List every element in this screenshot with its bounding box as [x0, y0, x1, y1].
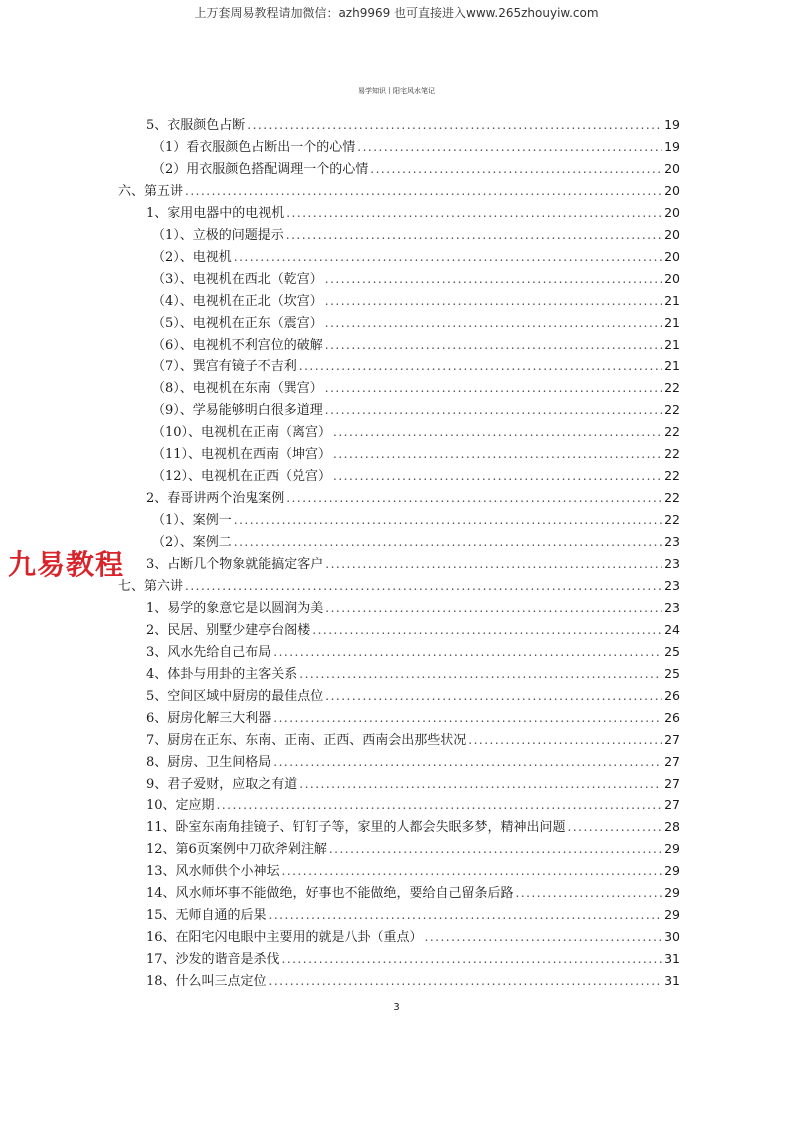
toc-entry — [146, 707, 680, 727]
toc-entry — [152, 334, 680, 354]
toc-entry-page: 20 — [664, 226, 680, 242]
toc-leader-dots — [299, 777, 662, 791]
toc-leader-dots — [273, 711, 662, 725]
toc-entry-title: 14、风水师坏事不能做绝，好事也不能做绝，要给自己留条后路 — [146, 886, 514, 902]
toc-entry-title: 8、厨房、卫生间格局 — [146, 754, 272, 770]
toc-entry-page: 26 — [664, 687, 680, 703]
toc-entry — [152, 246, 680, 266]
toc-entry-page: 25 — [664, 643, 680, 659]
toc-leader-dots — [325, 689, 662, 703]
toc-entry-page: 21 — [664, 314, 680, 330]
toc-entry-title: 5、空间区域中厨房的最佳点位 — [146, 688, 324, 704]
toc-entry-title: （10）、电视机在正南（离宫） — [152, 425, 332, 441]
toc-leader-dots — [333, 425, 662, 439]
toc-entry-title: 10、定应期 — [146, 798, 215, 814]
toc-entry — [146, 202, 680, 222]
toc-entry-page: 20 — [664, 160, 680, 176]
toc-entry-title: （6）、电视机不利宫位的破解 — [152, 337, 323, 353]
toc-entry — [146, 553, 680, 573]
toc-entry — [146, 663, 680, 683]
toc-entry-page: 22 — [664, 402, 680, 418]
toc-leader-dots — [516, 886, 663, 900]
toc-entry-page: 29 — [664, 907, 680, 923]
toc-entry-title: （1）、立极的问题提示 — [152, 227, 284, 243]
toc-entry-page: 22 — [664, 512, 680, 528]
toc-entry-title: 16、在阳宅闪电眼中主要用的就是八卦（重点） — [146, 930, 423, 946]
toc-entry-title: 2、春哥讲两个治鬼案例 — [146, 491, 285, 507]
toc-entry-title: 4、体卦与用卦的主客关系 — [146, 666, 298, 682]
toc-leader-dots — [568, 820, 663, 834]
toc-entry-page: 23 — [664, 556, 680, 571]
toc-entry — [146, 838, 680, 858]
toc-entry-title: 2、民居、别墅少建亭台阁楼 — [146, 622, 311, 638]
toc-entry — [146, 860, 680, 880]
toc-entry-title: 6、厨房化解三大利器 — [146, 710, 272, 726]
toc-entry-title: 18、什么叫三点定位 — [146, 974, 267, 990]
page-number: 3 — [393, 1002, 400, 1013]
toc-entry — [146, 948, 680, 968]
toc-leader-dots — [312, 623, 662, 637]
toc-leader-dots — [329, 842, 662, 856]
toc-entry-page: 24 — [664, 621, 680, 637]
toc-entry-title: （3）、电视机在西北（乾宫） — [152, 271, 323, 287]
toc-entry — [146, 641, 680, 661]
toc-entry — [152, 355, 680, 375]
toc-leader-dots — [286, 206, 662, 220]
toc-leader-dots — [282, 952, 663, 966]
toc-entry-title: 12、第6页案例中刀砍斧剁注解 — [146, 842, 327, 858]
toc-entry-page: 23 — [664, 577, 680, 593]
toc-entry-title: 1、家用电器中的电视机 — [146, 205, 285, 221]
toc-entry-page: 27 — [664, 753, 680, 769]
toc-entry — [152, 421, 680, 441]
toc-entry-title: （2）、案例二 — [152, 535, 232, 551]
toc-entry-page: 21 — [664, 358, 680, 374]
toc-entry — [152, 224, 680, 244]
toc-leader-dots — [269, 908, 663, 922]
toc-entry-page: 21 — [664, 336, 680, 352]
toc-entry — [146, 114, 680, 134]
toc-entry — [152, 158, 680, 178]
toc-entry-page: 29 — [664, 885, 680, 901]
toc-entry-title: （1）、案例一 — [152, 513, 232, 529]
toc-entry — [146, 816, 680, 836]
toc-entry-page: 27 — [664, 775, 680, 791]
toc-entry-title: 11、卧室东南角挂镜子、钉钉子等，家里的人都会失眠多梦，精神出问题 — [146, 820, 566, 836]
toc-entry-page: 31 — [664, 951, 680, 967]
toc-leader-dots — [325, 557, 662, 571]
toc-entry-title: 1、易学的象意它是以圆润为美 — [146, 600, 324, 616]
toc-entry — [152, 443, 680, 463]
toc-entry-page: 20 — [664, 182, 680, 198]
toc-entry-page: 19 — [664, 117, 680, 132]
toc-entry — [146, 773, 680, 793]
toc-leader-dots — [269, 974, 663, 988]
toc-entry-page: 21 — [664, 292, 680, 308]
toc-leader-dots — [325, 316, 662, 330]
toc-entry-page: 20 — [664, 204, 680, 220]
toc-leader-dots — [468, 733, 662, 747]
toc-entry-title: 15、无师自通的后果 — [146, 908, 267, 924]
toc-entry-page: 23 — [664, 534, 680, 550]
toc-entry-title: 5、衣服颜色占断 — [146, 118, 246, 133]
toc-entry — [146, 794, 680, 814]
toc-entry — [146, 487, 680, 507]
toc-entry — [118, 180, 680, 200]
running-header: 易学知识丨阳宅风水笔记 — [358, 87, 435, 95]
toc-entry-title: 七、第六讲 — [118, 578, 184, 594]
toc-leader-dots — [234, 535, 662, 549]
toc-entry-page: 27 — [664, 797, 680, 813]
toc-entry-title: （9）、学易能够明白很多道理 — [152, 403, 323, 419]
toc-entry — [146, 882, 680, 902]
toc-entry-title: 7、厨房在正东、东南、正南、正西、西南会出那些状况 — [146, 732, 467, 748]
toc-leader-dots — [286, 228, 662, 242]
toc-entry-page: 19 — [664, 138, 680, 154]
toc-entry-page: 25 — [664, 665, 680, 681]
toc-entry — [152, 312, 680, 332]
toc-entry-page: 28 — [664, 819, 680, 835]
toc-entry-page: 29 — [664, 863, 680, 879]
toc-leader-dots — [282, 864, 663, 878]
toc-entry — [146, 597, 680, 617]
watermark-logo: 九易教程 — [8, 548, 125, 581]
toc-leader-dots — [217, 798, 663, 812]
toc-leader-dots — [370, 162, 662, 176]
toc-entry — [152, 399, 680, 419]
toc-entry — [152, 509, 680, 529]
toc-leader-dots — [425, 930, 663, 944]
toc-leader-dots — [286, 491, 662, 505]
toc-entry — [152, 136, 680, 156]
toc-entry-title: 3、风水先给自己布局 — [146, 644, 272, 660]
toc-entry-title: （5）、电视机在正东（震宫） — [152, 315, 323, 331]
toc-leader-dots — [333, 447, 662, 461]
toc-entry-title: 17、沙发的谐音是杀伐 — [146, 952, 280, 968]
toc-leader-dots — [325, 338, 662, 352]
toc-entry-page: 22 — [664, 490, 680, 506]
toc-entry-page: 30 — [664, 929, 680, 945]
toc-entry-page: 23 — [664, 599, 680, 615]
toc-leader-dots — [273, 645, 662, 659]
toc-entry — [152, 531, 680, 551]
toc-entry-title: 六、第五讲 — [118, 183, 184, 199]
toc-entry-title: （1）看衣服颜色占断出一个的心情 — [152, 139, 356, 155]
toc-entry-title: （12）、电视机在正西（兑宫） — [152, 469, 332, 485]
toc-entry-page: 29 — [664, 841, 680, 857]
toc-entry — [118, 575, 680, 595]
toc-leader-dots — [333, 469, 662, 483]
toc-leader-dots — [234, 513, 662, 527]
toc-entry-title: （8）、电视机在东南（巽宫） — [152, 381, 323, 397]
toc-leader-dots — [325, 601, 662, 615]
top-banner: 上万套周易教程请加微信：azh9969 也可直接进入www.265zhouyiw.com — [194, 6, 599, 20]
toc-entry-page: 22 — [664, 468, 680, 484]
toc-leader-dots — [185, 184, 662, 198]
toc-entry — [152, 290, 680, 310]
toc-entry-page: 20 — [664, 270, 680, 286]
toc-leader-dots — [247, 118, 662, 132]
toc-entry-title: （7）、巽宫有镜子不吉利 — [152, 359, 297, 375]
toc-entry-title: （2）、电视机 — [152, 249, 232, 265]
toc-entry-page: 22 — [664, 380, 680, 396]
toc-entry-title: （4）、电视机在正北（坎宫） — [152, 293, 323, 309]
toc-leader-dots — [325, 272, 662, 286]
toc-entry — [146, 904, 680, 924]
toc-leader-dots — [299, 359, 662, 373]
toc-leader-dots — [325, 294, 662, 308]
toc-entry — [146, 926, 680, 946]
toc-entry — [146, 751, 680, 771]
toc-leader-dots — [325, 403, 662, 417]
toc-leader-dots — [234, 250, 662, 264]
toc-leader-dots — [325, 381, 662, 395]
toc-entry-title: （2）用衣服颜色搭配调理一个的心情 — [152, 161, 369, 177]
toc-leader-dots — [273, 755, 662, 769]
toc-leader-dots — [299, 667, 662, 681]
toc-entry — [146, 685, 680, 705]
toc-leader-dots — [185, 579, 662, 593]
toc-entry — [146, 970, 680, 990]
toc-entry-page: 20 — [664, 248, 680, 264]
toc-entry-page: 22 — [664, 424, 680, 440]
toc-entry-title: 9、君子爱财，应取之有道 — [146, 776, 298, 792]
toc-entry-title: 3、占断几个物象就能搞定客户 — [146, 557, 324, 572]
toc-entry-page: 31 — [664, 973, 680, 989]
toc-entry — [152, 465, 680, 485]
toc-leader-dots — [357, 140, 662, 154]
toc-entry-page: 27 — [664, 731, 680, 747]
toc-entry-title: 13、风水师供个小神坛 — [146, 864, 280, 880]
toc-entry — [152, 377, 680, 397]
toc-entry — [146, 619, 680, 639]
toc-entry — [146, 729, 680, 749]
toc-entry-page: 26 — [664, 709, 680, 725]
toc-entry-title: （11）、电视机在西南（坤宫） — [152, 447, 332, 463]
toc-entry-page: 22 — [664, 446, 680, 462]
toc-entry — [152, 268, 680, 288]
